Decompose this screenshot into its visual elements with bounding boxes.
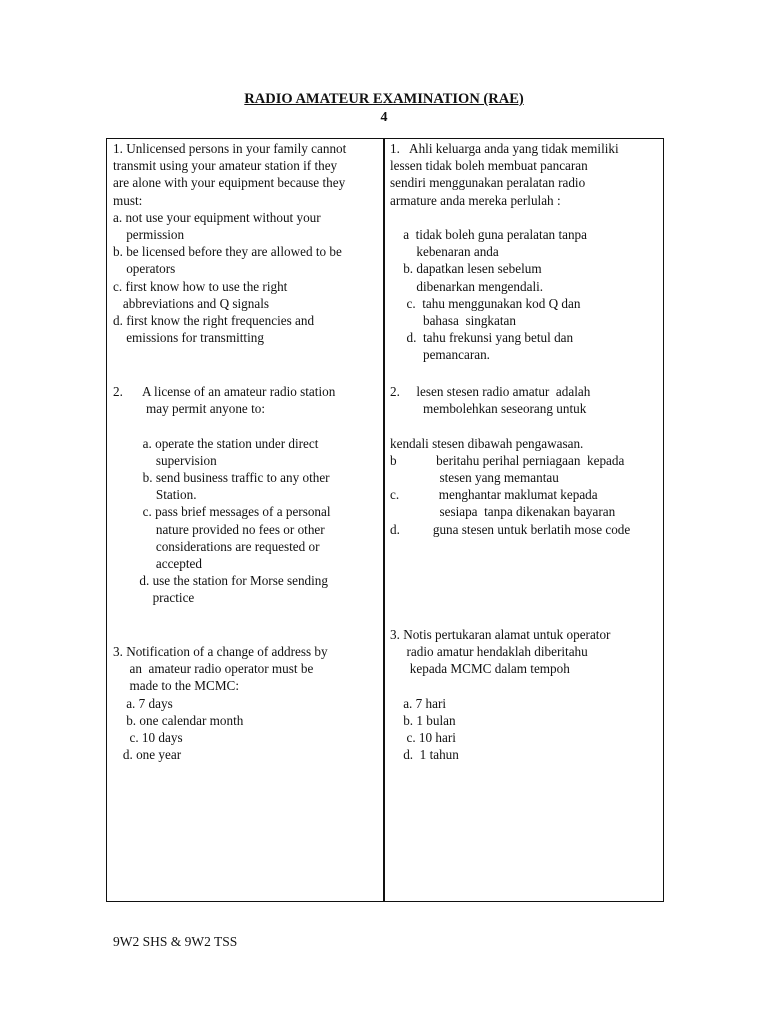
text-line: 3. Notification of a change of address by — [113, 644, 328, 659]
text-line: Station. — [113, 487, 197, 503]
text-line: a. operate the station under direct — [113, 435, 319, 451]
english-question-1 — [113, 140, 346, 346]
text-line: d. guna stesen untuk berlatih mose code — [390, 521, 631, 537]
text-line: may permit anyone to: — [113, 401, 265, 417]
text-line: bahasa singkatan — [390, 313, 516, 329]
text-line: d. use the station for Morse sending — [113, 573, 328, 589]
text-line: must: — [113, 192, 143, 208]
text-line: b. send business traffic to any other — [113, 470, 330, 486]
text-line: b. 1 bulan — [390, 713, 456, 729]
text-line: an amateur radio operator must be — [113, 661, 314, 677]
text-line: supervision — [113, 452, 217, 468]
text-line: nature provided no fees or other — [113, 521, 325, 537]
text-line — [390, 417, 630, 434]
text-line: b beritahu perihal perniagaan kepada — [390, 452, 625, 468]
text-line: considerations are requested or — [113, 538, 320, 554]
text-line: permission — [113, 227, 185, 243]
text-line: made to the MCMC: — [113, 678, 240, 694]
text-line — [390, 209, 619, 226]
text-line: a. not use your equipment without your — [113, 209, 321, 225]
text-line: c. first know how to use the right — [113, 278, 288, 294]
footer-text: 9W2 SHS & 9W2 TSS — [113, 934, 238, 949]
text-line: d. first know the right frequencies and — [113, 313, 315, 329]
text-line: sendiri menggunakan peralatan radio — [390, 175, 586, 191]
text-line: radio amatur hendaklah diberitahu — [390, 644, 588, 660]
text-line: c. 10 days — [113, 730, 183, 746]
text-line: dibenarkan mengendali. — [390, 278, 544, 294]
text-line: are alone with your equipment because they — [113, 175, 346, 191]
text-line: pemancaran. — [390, 347, 490, 363]
text-line: practice — [113, 590, 195, 606]
text-line — [390, 678, 610, 695]
malay-question-3 — [390, 626, 610, 764]
text-line: stesen yang memantau — [390, 470, 559, 486]
text-line: operators — [113, 261, 176, 277]
text-line: c. 10 hari — [390, 730, 456, 746]
page-number: 4 — [380, 110, 388, 125]
text-line: a tidak boleh guna peralatan tanpa — [390, 227, 588, 243]
text-line: c. menghantar maklumat kepada — [390, 487, 598, 503]
english-question-2 — [113, 383, 335, 607]
text-line: abbreviations and Q signals — [113, 295, 270, 311]
text-line: transmit using your amateur station if they — [113, 158, 338, 174]
text-line: 3. Notis pertukaran alamat untuk operator — [390, 627, 611, 642]
text-line: c. pass brief messages of a personal — [113, 504, 331, 520]
text-line: accepted — [113, 556, 202, 572]
text-line: kebenaran anda — [390, 244, 499, 260]
text-line: sesiapa tanpa dikenakan bayaran — [390, 504, 616, 520]
malay-question-2 — [390, 383, 630, 538]
text-line: b. one calendar month — [113, 712, 244, 728]
text-line: d. tahu frekunsi yang betul dan — [390, 330, 574, 346]
text-line: emissions for transmitting — [113, 330, 264, 346]
text-line — [113, 417, 335, 434]
text-line: 2. lesen stesen radio amatur adalah — [390, 384, 591, 399]
text-line: b. be licensed before they are allowed to be — [113, 244, 342, 260]
text-line: kepada MCMC dalam tempoh — [390, 661, 570, 677]
text-line: kendali stesen dibawah pengawasan. — [390, 435, 584, 451]
text-line: a. 7 days — [113, 695, 173, 711]
text-line: 1. Ahli keluarga anda yang tidak memiliki — [390, 141, 619, 156]
text-line: d. 1 tahun — [390, 747, 459, 763]
text-line: 2. A license of an amateur radio station — [113, 384, 336, 399]
text-line: 1. Unlicensed persons in your family cannot — [113, 141, 347, 156]
text-line: a. 7 hari — [390, 695, 447, 711]
page-title: RADIO AMATEUR EXAMINATION (RAE) — [244, 91, 524, 107]
text-line: membolehkan seseorang untuk — [390, 401, 587, 417]
column-divider — [383, 138, 385, 902]
malay-question-1 — [390, 140, 619, 364]
text-line: armature anda mereka perlulah : — [390, 192, 561, 208]
text-line: b. dapatkan lesen sebelum — [390, 261, 542, 277]
text-line: lessen tidak boleh membuat pancaran — [390, 158, 588, 174]
english-question-3 — [113, 643, 328, 763]
text-line: c. tahu menggunakan kod Q dan — [390, 295, 581, 311]
text-line: d. one year — [113, 747, 182, 763]
